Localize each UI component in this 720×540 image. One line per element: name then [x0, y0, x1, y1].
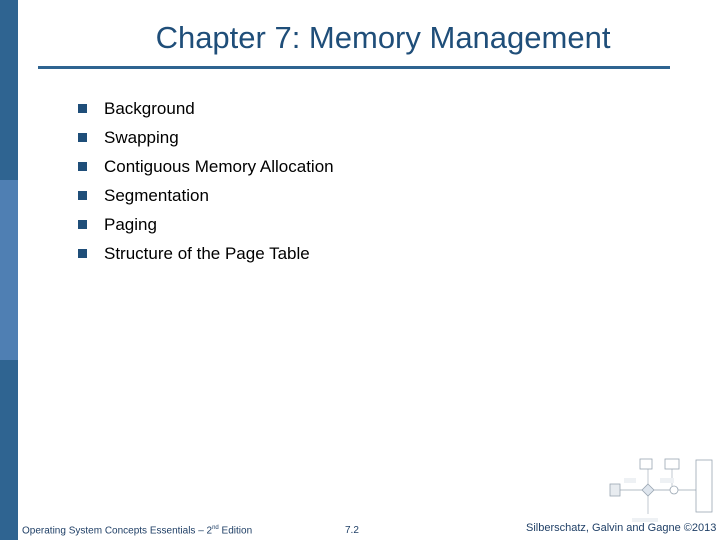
bullet-square-icon — [78, 220, 87, 229]
footer-copyright: Silberschatz, Galvin and Gagne ©2013 — [526, 522, 717, 534]
list-item — [78, 123, 334, 152]
paging-hardware-thumbnail-icon — [604, 456, 716, 526]
bullet-square-icon — [78, 249, 87, 258]
bullet-text: Segmentation — [104, 185, 209, 205]
bullet-square-icon — [78, 133, 87, 142]
bullet-text: Contiguous Memory Allocation — [104, 156, 334, 176]
list-item — [78, 181, 334, 210]
bullet-text: Paging — [104, 214, 157, 234]
accent-bar-segment-bottom — [0, 360, 18, 540]
bullet-square-icon — [78, 191, 87, 200]
bullet-text: Swapping — [104, 127, 179, 147]
bullet-text: Structure of the Page Table — [104, 243, 310, 263]
list-item — [78, 210, 334, 239]
footer-book-title: Operating System Concepts Essentials – 2nd Edition — [22, 525, 253, 537]
list-item — [78, 239, 334, 268]
title-underline — [38, 66, 670, 69]
bullet-list — [78, 94, 334, 268]
accent-bar-segment-middle — [0, 180, 18, 360]
list-item — [78, 94, 334, 123]
left-accent-bar — [0, 0, 18, 540]
accent-bar-segment-top — [0, 0, 18, 180]
slide-title: Chapter 7: Memory Management — [155, 20, 611, 55]
footer-page-number: 7.2 — [345, 525, 359, 536]
bullet-square-icon — [78, 162, 87, 171]
bullet-text: Background — [104, 98, 195, 118]
bullet-square-icon — [78, 104, 87, 113]
list-item — [78, 152, 334, 181]
